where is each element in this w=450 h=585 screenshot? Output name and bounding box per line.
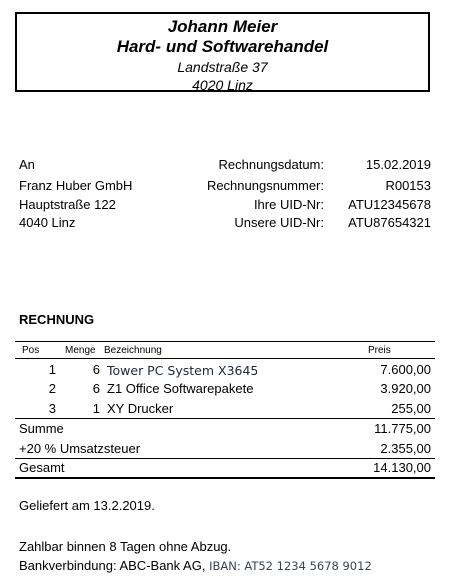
invoice-number-value: R00153: [385, 178, 431, 193]
row-price: 3.920,00: [380, 381, 431, 396]
sender-business: Hard- und Softwarehandel: [116, 37, 329, 56]
row-price: 255,00: [391, 401, 431, 416]
vat-label: +20 % Umsatzsteuer: [19, 441, 141, 456]
recipient-an: An: [19, 157, 35, 172]
row-pos: 2: [48, 381, 56, 396]
invoice-date-label: Rechnungsdatum:: [218, 157, 324, 172]
header-rule: [15, 358, 435, 359]
delivery-note: Geliefert am 13.2.2019.: [19, 498, 155, 513]
sender-name: Johann Meier: [167, 17, 278, 36]
col-header-bezeichnung: Bezeichnung: [104, 345, 162, 356]
row-description: Z1 Office Softwarepakete: [107, 381, 254, 396]
our-vat-value: ATU87654321: [348, 215, 431, 230]
invoice-date-value: 15.02.2019: [365, 157, 431, 172]
row-pos: 1: [48, 362, 56, 377]
items-bottom-rule: [15, 418, 435, 419]
our-vat-label: Unsere UID-Nr:: [234, 215, 324, 230]
row-menge: 6: [92, 381, 100, 396]
table-top-rule: [15, 341, 435, 342]
sender-street: Landstraße 37: [177, 59, 268, 75]
customer-vat-label: Ihre UID-Nr:: [253, 197, 324, 212]
total-bottom-rule: [15, 477, 435, 479]
sum-label: Summe: [19, 421, 64, 436]
sender-city: 4020 Linz: [192, 77, 253, 93]
col-header-pos: Pos: [22, 345, 40, 356]
total-value: 14.130,00: [373, 460, 431, 475]
bank-name: Bankverbindung: ABC-Bank AG,: [19, 558, 206, 573]
col-header-preis: Preis: [368, 345, 391, 356]
letterhead-box: [15, 12, 430, 92]
bank-details: [19, 558, 372, 573]
recipient-street: Hauptstraße 122: [19, 197, 116, 212]
row-description: XY Drucker: [107, 401, 174, 416]
iban: IBAN: AT52 1234 5678 9012: [209, 559, 372, 573]
row-price: 7.600,00: [380, 362, 431, 377]
recipient-city: 4040 Linz: [19, 215, 76, 230]
vat-value: 2.355,00: [380, 441, 431, 456]
row-description: Tower PC System X3645: [107, 363, 259, 378]
row-menge: 6: [92, 362, 100, 377]
payment-terms: Zahlbar binnen 8 Tagen ohne Abzug.: [19, 539, 232, 554]
sum-value: 11.775,00: [374, 421, 431, 436]
recipient-company: Franz Huber GmbH: [19, 178, 133, 193]
customer-vat-value: ATU12345678: [348, 197, 431, 212]
invoice-number-label: Rechnungsnummer:: [206, 178, 324, 193]
invoice-title: RECHNUNG: [19, 312, 95, 327]
col-header-menge: Menge: [65, 345, 96, 356]
row-menge: 1: [92, 401, 100, 416]
total-top-rule: [15, 458, 435, 459]
row-pos: 3: [48, 401, 56, 416]
total-label: Gesamt: [19, 460, 65, 475]
